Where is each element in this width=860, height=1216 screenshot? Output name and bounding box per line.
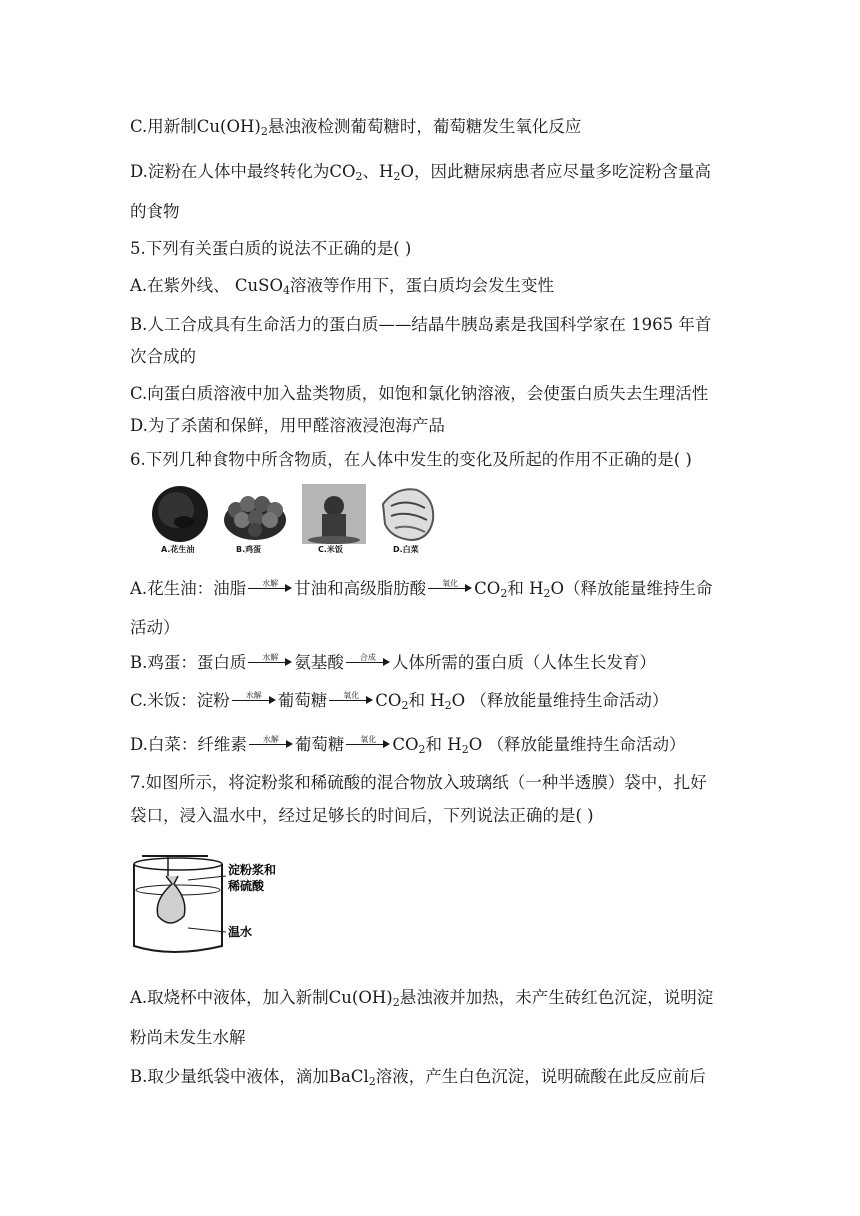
reaction-arrow: 氧化 [346,736,390,750]
option-b-q7: B.取少量纸袋中液体，滴加BaCl$_2$溶液，产生白色沉淀，说明硫酸在此反应前后 [130,1067,706,1088]
option-a-q5: A.在紫外线、 CuSO$_4$溶液等作用下，蛋白质均会发生变性 [130,276,554,297]
reaction-arrow: 水解 [248,580,292,594]
reaction-arrow: 水解 [232,692,276,706]
egg-image [222,484,288,544]
option-c-q6: C.米饭：淀粉 水解 葡萄糖 氧化 $CO_2$和 $H_2O$ （释放能量维持生命活动） [130,691,669,712]
reaction-arrow: 氧化 [428,580,472,594]
option-b-q5-cont: 次合成的 [130,347,196,366]
peanut-oil-image [150,484,215,544]
option-c-q4: C.用新制$Cu(OH)_2$悬浊液检测葡萄糖时，葡萄糖发生氧化反应 [130,117,582,138]
caption-egg: B.鸡蛋 [236,545,262,554]
option-d-q4-cont: 的食物 [130,202,180,221]
caption-peanut-oil: A.花生油 [161,545,195,554]
label-starch-acid-2: 稀硫酸 [228,879,265,893]
option-b-q6: B.鸡蛋：蛋白质 水解 氨基酸 合成 人体所需的蛋白质（人体生长发育） [130,653,656,672]
option-c-q5: C.向蛋白质溶液中加入盐类物质，如饱和氯化钠溶液，会使蛋白质失去生理活性 [130,384,709,403]
question-7-cont: 袋口，浸入温水中，经过足够长的时间后，下列说法正确的是( ) [130,806,594,825]
reaction-arrow: 合成 [346,654,390,668]
label-warm-water: 温水 [228,925,253,939]
reaction-arrow: 水解 [248,654,292,668]
caption-cabbage: D.白菜 [393,545,419,554]
reaction-arrow: 水解 [249,736,293,750]
option-d-q4: D.淀粉在人体中最终转化为$CO_2$、$H_2O$，因此糖尿病患者应尽量多吃淀粉含量高 [130,162,711,183]
rice-image [302,484,366,544]
question-6: 6.下列几种食物中所含物质，在人体中发生的变化及所起的作用不正确的是( ) [130,450,692,469]
cabbage-image [377,484,439,544]
caption-rice: C.米饭 [318,545,343,554]
option-d-q6: D.白菜：纤维素 水解 葡萄糖 氧化 $CO_2$和 $H_2O$ （释放能量维持生命活动） [130,735,686,756]
question-5: 5.下列有关蛋白质的说法不正确的是( ) [130,239,412,258]
option-b-q5: B.人工合成具有生命活力的蛋白质——结晶牛胰岛素是我国科学家在 1965 年首 [130,315,712,334]
option-d-q5: D.为了杀菌和保鲜，用甲醛溶液浸泡海产品 [130,416,445,435]
question-7: 7.如图所示，将淀粉浆和稀硫酸的混合物放入玻璃纸（一种半透膜）袋中，扎好 [130,773,707,792]
option-a-q6-cont: 活动） [130,618,180,637]
label-starch-acid-1: 淀粉浆和 [228,863,277,877]
option-a-q6: A.花生油：油脂 水解 甘油和高级脂肪酸 氧化 $CO_2$和 $H_2O$（释放能量维持生命 [130,579,713,600]
option-a-q7-cont: 粉尚未发生水解 [130,1028,246,1047]
reaction-arrow: 氧化 [329,692,373,706]
option-a-q7: A.取烧杯中液体，加入新制$Cu(OH)_2$悬浊液并加热，未产生砖红色沉淀，说明淀 [130,988,714,1009]
beaker-figure [128,850,278,960]
